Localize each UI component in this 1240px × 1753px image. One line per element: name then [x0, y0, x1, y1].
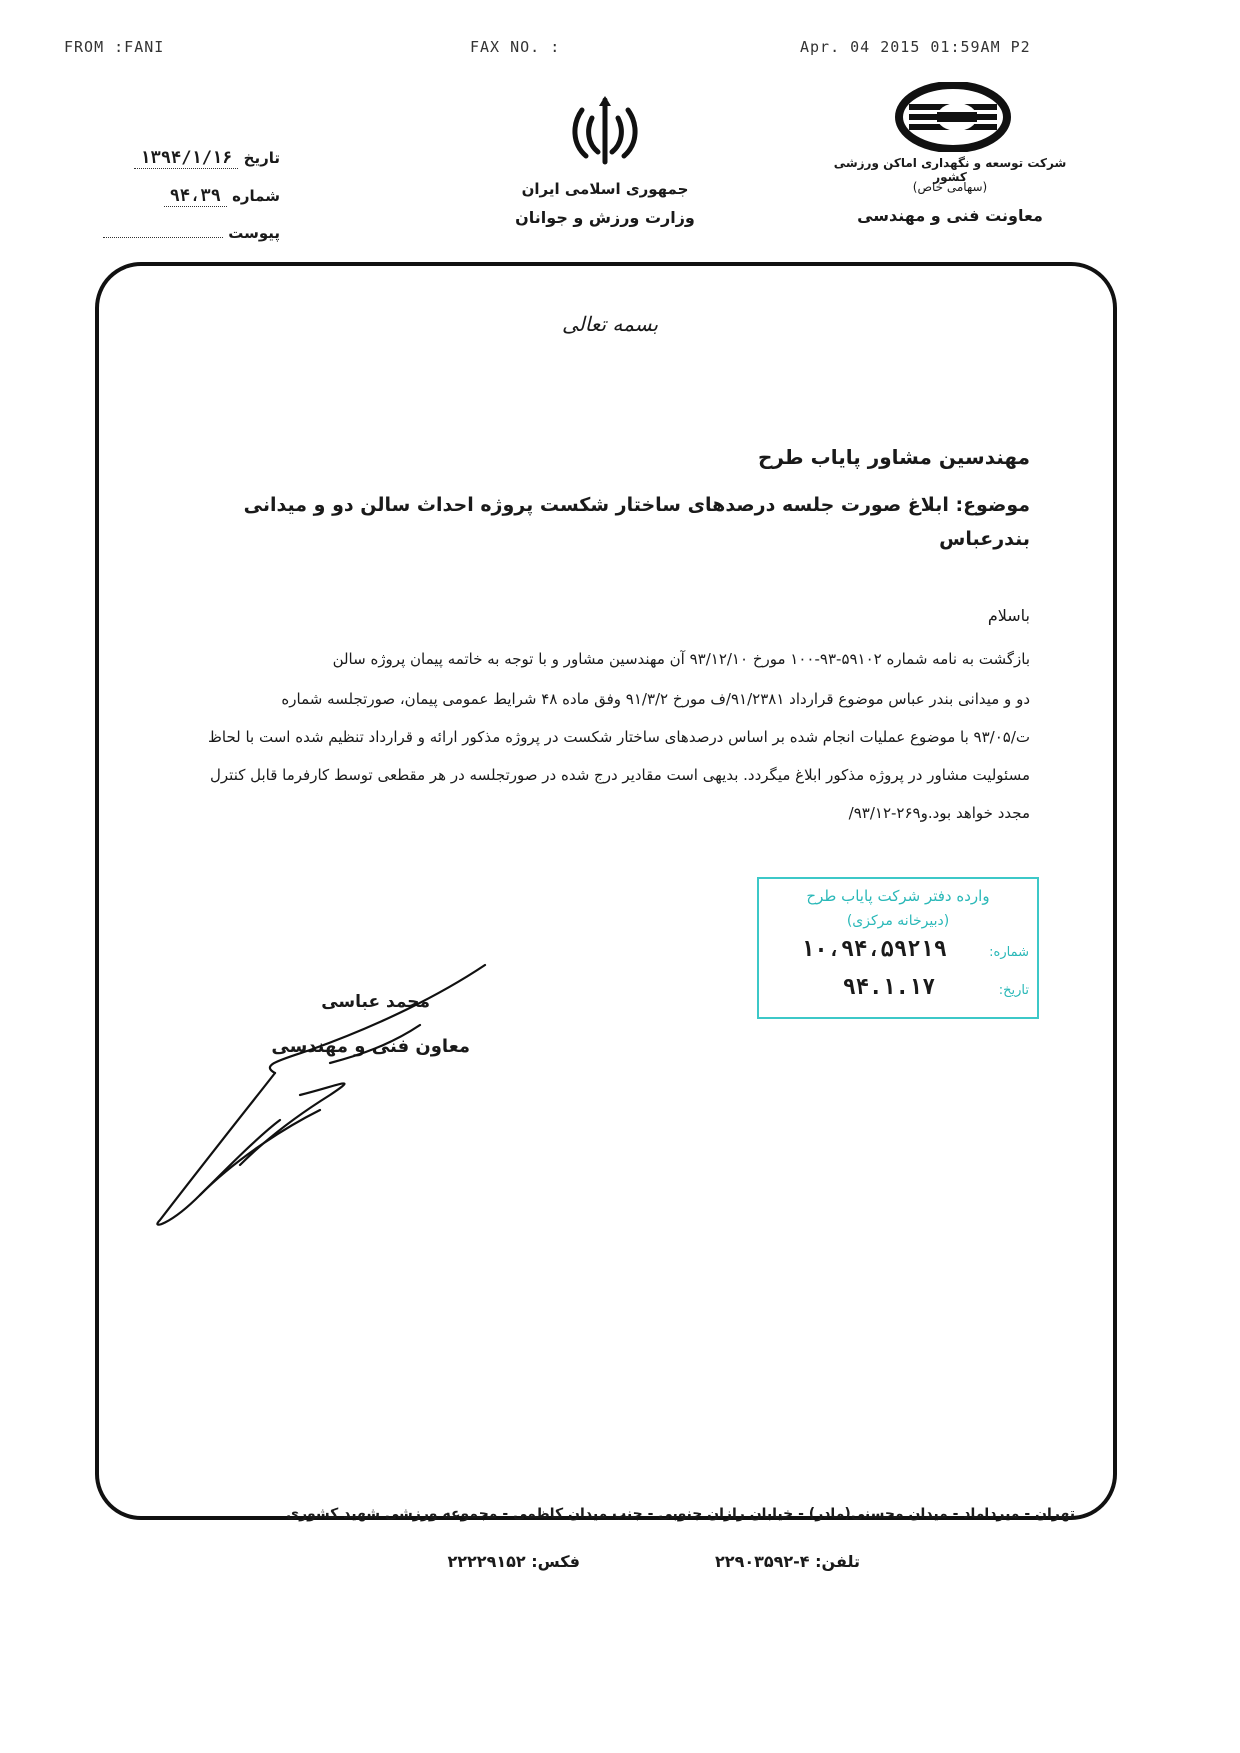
- stamp-number-label: شماره:: [989, 945, 1029, 960]
- fax-label: فکس:: [531, 1552, 580, 1571]
- ministry-title: وزارت ورزش و جوانان: [515, 208, 695, 227]
- fax-timestamp: Apr. 04 2015 01:59AM P2: [800, 38, 1031, 56]
- number-value: ۹۴،۳۹: [164, 186, 227, 207]
- stamp-subtitle: (دبیرخانه مرکزی): [846, 913, 950, 929]
- footer-address: تهران - میرداماد - میدان محسنی(مادر) - خیابان رازان جنوبی - جنب میدان کاظمی - مجموعه ورزشی شهید کشوری: [286, 1506, 1075, 1522]
- fax-number: FAX NO. :: [470, 38, 561, 56]
- company-logo-icon: [895, 82, 1011, 152]
- fax-from: FROM :FANI: [64, 38, 165, 56]
- signer-name: محمد عباسی: [321, 992, 430, 1012]
- date-label: تاریخ: [243, 149, 280, 167]
- body-line-4: مسئولیت مشاور در پروژه مذکور ابلاغ میگردد. بدیهی است مقادیر درج شده در صورتجلسه در هر مقطعی توسط کارفرما قابل کنترل: [210, 766, 1030, 784]
- bismillah: بسمه تعالی: [561, 312, 659, 336]
- company-name: شرکت توسعه و نگهداری اماکن ورزشی کشور: [833, 156, 1067, 184]
- republic-title: جمهوری اسلامی ایران: [521, 180, 689, 198]
- stamp-date-value: ۹۴.۱.۱۷: [842, 975, 936, 1000]
- body-line-1: بازگشت به نامه شماره ۵۹۱۰۲-۹۳-۱۰۰ مورخ ۹۳/۱۲/۱۰ آن مهندسین مشاور و با توجه به خاتمه پیمان پروژه سالن: [332, 650, 1030, 668]
- stamp-number-value: ۱۰،۹۴،۵۹۲۱۹: [801, 937, 947, 962]
- phone-label: تلفن:: [815, 1552, 860, 1571]
- greeting: باسلام: [987, 606, 1030, 625]
- body-line-3: ت/۹۳/۰۵ با موضوع عملیات انجام شده بر اساس درصدهای ساختار شکست در پروژه مذکور ارائه و قرارداد تنظیم شده است با لحاظ: [208, 728, 1030, 746]
- body-line-5: مجدد خواهد بود.و۲۶۹-۹۳/۱۲/: [848, 804, 1030, 822]
- company-type: (سهامی خاص): [912, 180, 988, 194]
- footer-fax: [400, 1552, 580, 1571]
- date-row: [80, 148, 280, 168]
- stamp-date-label: تاریخ:: [998, 983, 1029, 998]
- fax-value: ۲۲۲۲۹۱۵۲: [447, 1552, 526, 1571]
- iran-emblem-icon: [568, 92, 642, 172]
- number-row: [80, 186, 280, 206]
- deputy-department: معاونت فنی و مهندسی: [857, 206, 1043, 225]
- date-value: ۱۳۹۴/۱/۱۶: [134, 148, 238, 169]
- handwritten-signature: [140, 955, 490, 1235]
- attachment-label: پیوست: [228, 224, 280, 242]
- subject: موضوع: ابلاغ صورت جلسه درصدهای ساختار شکست پروژه احداث سالن دو و میدانی بندرعباس: [243, 494, 1030, 550]
- footer-phone: [660, 1552, 860, 1571]
- attachment-row: [80, 224, 280, 242]
- number-label: شماره: [232, 187, 280, 205]
- body-line-2: دو و میدانی بندر عباس موضوع قرارداد ۹۱/۲۳۸۱/ف مورخ ۹۱/۳/۲ وفق ماده ۴۸ شرایط عمومی پیمان، صورتجلسه شماره: [281, 690, 1030, 708]
- phone-value: ۴-۲۲۹۰۳۵۹۲: [715, 1552, 810, 1571]
- signer-title: معاون فنی و مهندسی: [271, 1036, 470, 1057]
- received-stamp: [757, 877, 1039, 1019]
- recipient: مهندسین مشاور پایاب طرح: [757, 445, 1030, 469]
- stamp-title: وارده دفتر شرکت پایاب طرح: [806, 887, 990, 905]
